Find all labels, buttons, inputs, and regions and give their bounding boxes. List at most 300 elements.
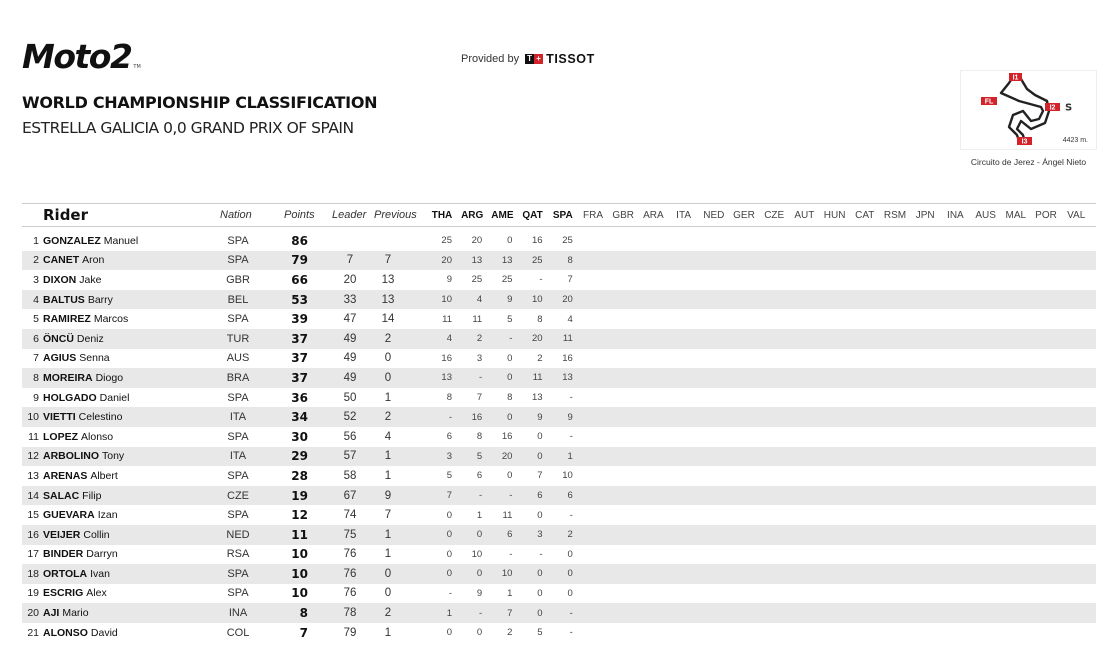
race-result-tha: 0 (446, 568, 452, 580)
race-result-spa: 0 (567, 587, 573, 599)
table-row[interactable] (22, 525, 1096, 545)
gap-to-previous: 14 (381, 313, 395, 326)
race-result-arg: 25 (471, 274, 483, 286)
header-race-spa: SPA (552, 209, 573, 221)
race-result-tha: 9 (446, 274, 452, 286)
race-result-spa: 9 (567, 411, 573, 423)
race-result-qat: 25 (532, 254, 543, 266)
rider-points: 66 (291, 272, 308, 287)
race-result-qat: 10 (532, 294, 543, 306)
race-result-arg: 0 (476, 568, 483, 580)
gap-to-previous: 0 (384, 352, 392, 365)
rider-name (43, 505, 118, 525)
svg-text:I2: I2 (1049, 104, 1056, 112)
race-result-spa: 16 (562, 352, 573, 364)
logo-trademark: TM (133, 64, 141, 70)
header-race-arg: ARG (461, 209, 484, 221)
event-subtitle: ESTRELLA GALICIA 0,0 GRAND PRIX OF SPAIN (22, 119, 354, 137)
header-previous: Previous (374, 209, 417, 221)
gap-to-previous: 9 (384, 489, 392, 502)
race-result-qat: 6 (537, 490, 543, 502)
rider-last-name: ORTOLA (43, 567, 88, 580)
rider-nation: SPA (227, 430, 249, 443)
gap-to-leader: 33 (343, 293, 357, 306)
gap-to-leader: 78 (343, 607, 357, 620)
race-result-ame: 20 (501, 450, 513, 462)
gap-to-leader: 57 (343, 450, 357, 463)
table-row[interactable] (22, 388, 1096, 408)
rider-position: 13 (27, 469, 39, 482)
table-header (22, 203, 1096, 227)
rider-name (43, 309, 128, 329)
table-row[interactable] (22, 447, 1096, 467)
rider-first-name: Diogo (95, 371, 124, 384)
gap-to-leader: 7 (346, 254, 354, 267)
rider-points: 12 (291, 508, 308, 523)
gap-to-previous: 1 (384, 391, 392, 404)
race-result-ame: 0 (507, 470, 513, 482)
rider-position: 5 (33, 313, 39, 326)
rider-last-name: BALTUS (43, 293, 85, 306)
gap-to-leader (338, 231, 362, 251)
rider-last-name: ARBOLINO (43, 450, 99, 463)
header-race-ger: GER (733, 209, 755, 221)
rider-last-name: RAMIREZ (43, 313, 91, 326)
gap-to-previous: 0 (384, 371, 392, 384)
circuit-map (960, 70, 1097, 150)
race-result-ame: - (509, 333, 513, 345)
race-result-arg: 9 (476, 587, 483, 599)
race-result-ame: 11 (502, 509, 513, 521)
rider-first-name: Mario (62, 607, 89, 620)
table-row[interactable] (22, 290, 1096, 310)
race-result-arg: 16 (471, 411, 483, 423)
header-rider: Rider (43, 206, 88, 224)
rider-position: 7 (33, 352, 39, 365)
rider-points: 29 (291, 449, 308, 464)
rider-first-name: Daniel (99, 391, 130, 404)
gap-to-leader: 76 (343, 567, 357, 580)
gap-to-previous: 2 (384, 332, 392, 345)
rider-last-name: GUEVARA (43, 509, 95, 522)
rider-position: 20 (27, 607, 39, 620)
race-result-spa: 4 (567, 313, 573, 325)
rider-points: 37 (291, 331, 308, 346)
rider-name (43, 466, 118, 486)
gap-to-previous: 2 (384, 607, 392, 620)
race-result-spa: - (569, 607, 573, 619)
race-result-ame: 5 (507, 313, 513, 325)
rider-points: 37 (291, 351, 308, 366)
race-result-ame: - (509, 490, 513, 502)
race-result-arg: 3 (476, 352, 483, 364)
gap-to-leader: 74 (343, 509, 357, 522)
rider-last-name: GONZALEZ (43, 234, 101, 247)
rider-points: 79 (291, 253, 308, 268)
rider-name (43, 388, 129, 408)
race-result-qat: 13 (532, 392, 543, 404)
table-row[interactable] (22, 584, 1096, 604)
race-result-qat: 3 (537, 529, 543, 541)
rider-nation: RSA (226, 548, 250, 561)
rider-last-name: ÖNCÜ (43, 332, 74, 345)
race-result-ame: 2 (507, 627, 513, 639)
rider-nation: SPA (227, 391, 249, 404)
race-result-spa: 20 (562, 294, 573, 306)
svg-text:I3: I3 (1021, 138, 1028, 146)
rider-last-name: ALONSO (43, 626, 88, 639)
race-result-tha: 13 (441, 372, 452, 384)
gap-to-leader: 20 (343, 273, 357, 286)
rider-position: 6 (33, 332, 39, 345)
rider-position: 12 (27, 450, 39, 463)
race-result-arg: 0 (476, 627, 483, 639)
race-result-spa: 10 (562, 470, 573, 482)
rider-points: 10 (291, 566, 308, 581)
gap-to-leader: 56 (343, 430, 357, 443)
rider-position: 10 (27, 411, 39, 424)
table-row[interactable] (22, 564, 1096, 584)
header-race-ara: ARA (643, 209, 664, 221)
race-result-ame: - (509, 548, 513, 560)
rider-points: 10 (291, 586, 308, 601)
rider-nation: SPA (227, 254, 249, 267)
header-race-ame: AME (491, 209, 514, 221)
race-result-qat: 0 (537, 431, 543, 443)
rider-first-name: Alonso (81, 430, 114, 443)
rider-last-name: LOPEZ (43, 430, 79, 443)
gap-to-leader: 52 (343, 411, 357, 424)
race-result-qat: 9 (537, 411, 543, 423)
rider-first-name: Aron (82, 254, 105, 267)
rider-first-name: Filip (82, 489, 102, 502)
race-result-spa: 11 (562, 333, 573, 345)
gap-to-leader: 49 (343, 332, 357, 345)
race-result-tha: 7 (446, 490, 452, 502)
race-result-qat: 8 (537, 313, 543, 325)
rider-first-name: David (90, 626, 118, 639)
table-row[interactable] (22, 368, 1096, 388)
rider-nation: BRA (226, 371, 250, 384)
race-result-spa: - (569, 627, 573, 639)
race-result-qat: 0 (537, 607, 543, 619)
rider-name (43, 407, 122, 427)
rider-position: 3 (33, 273, 39, 286)
race-result-ame: 0 (507, 411, 513, 423)
race-result-ame: 7 (507, 607, 513, 619)
race-result-qat: 2 (537, 352, 543, 364)
gap-to-previous: 13 (381, 273, 395, 286)
race-result-tha: 25 (441, 235, 452, 247)
table-row[interactable] (22, 623, 1096, 643)
rider-nation: AUS (226, 352, 250, 365)
rider-nation: SPA (227, 469, 249, 482)
race-result-qat: - (539, 548, 543, 560)
race-result-tha: 16 (441, 352, 452, 364)
rider-points: 34 (291, 410, 308, 425)
rider-points: 36 (291, 390, 308, 405)
gap-to-leader: 75 (343, 528, 357, 541)
gap-to-previous: 1 (384, 528, 392, 541)
rider-last-name: DIXON (43, 273, 77, 286)
race-result-arg: 5 (476, 450, 483, 462)
rider-name (43, 603, 89, 623)
race-result-spa: 7 (567, 274, 573, 286)
header-race-ita: ITA (676, 209, 691, 221)
table-row[interactable] (22, 466, 1096, 486)
header-points: Points (284, 209, 315, 221)
table-row[interactable] (22, 231, 1096, 251)
table-row[interactable] (22, 545, 1096, 565)
rider-position: 2 (33, 254, 39, 267)
rider-first-name: Izan (97, 509, 118, 522)
rider-position: 4 (33, 293, 39, 306)
rider-position: 15 (27, 509, 39, 522)
gap-to-previous: 7 (384, 509, 392, 522)
gap-to-previous: 13 (381, 293, 395, 306)
rider-position: 19 (27, 587, 39, 600)
rider-first-name: Ivan (90, 567, 110, 580)
rider-position: 1 (33, 234, 39, 247)
page-title: WORLD CHAMPIONSHIP CLASSIFICATION (22, 93, 378, 112)
race-result-tha: 4 (446, 333, 452, 345)
header-race-val: VAL (1067, 209, 1086, 221)
gap-to-previous: 1 (384, 469, 392, 482)
table-row[interactable] (22, 349, 1096, 369)
circuit-name: Circuito de Jerez - Ángel Nieto (970, 157, 1087, 167)
race-result-ame: 25 (501, 274, 513, 286)
race-result-spa: 6 (567, 490, 573, 502)
race-result-tha: - (448, 411, 452, 423)
rider-name (43, 584, 107, 604)
header-race-aus: AUS (975, 209, 996, 221)
table-row[interactable] (22, 407, 1096, 427)
race-result-qat: 20 (532, 333, 543, 345)
race-result-ame: 16 (501, 431, 513, 443)
table-body (22, 231, 1096, 642)
rider-name (43, 427, 113, 447)
table-row[interactable] (22, 603, 1096, 623)
race-result-spa: 0 (567, 548, 573, 560)
race-result-qat: 11 (532, 372, 543, 384)
race-result-ame: 0 (507, 372, 513, 384)
rider-points: 28 (291, 468, 308, 483)
table-row[interactable] (22, 251, 1096, 271)
table-row[interactable] (22, 309, 1096, 329)
race-result-tha: 11 (442, 313, 452, 325)
race-result-arg: 0 (476, 529, 483, 541)
rider-position: 14 (27, 489, 39, 502)
race-result-tha: 10 (441, 294, 452, 306)
table-row[interactable] (22, 427, 1096, 447)
gap-to-previous: 1 (384, 626, 392, 639)
table-row[interactable] (22, 486, 1096, 506)
race-result-ame: 10 (501, 568, 513, 580)
race-result-spa: 0 (567, 568, 573, 580)
table-row[interactable] (22, 505, 1096, 525)
rider-nation: SPA (227, 587, 249, 600)
rider-last-name: HOLGADO (43, 391, 97, 404)
gap-to-previous: 1 (384, 548, 392, 561)
race-result-tha: 3 (446, 450, 452, 462)
header-nation: Nation (220, 209, 252, 221)
standings-table (22, 203, 1096, 642)
race-result-tha: 6 (446, 431, 452, 443)
gap-to-leader: 79 (343, 626, 357, 639)
rider-last-name: MOREIRA (43, 371, 93, 384)
svg-text:FL: FL (984, 98, 994, 106)
race-result-ame: 9 (507, 294, 513, 306)
rider-last-name: VIETTI (43, 411, 76, 424)
gap-to-leader: 50 (343, 391, 357, 404)
race-result-arg: 6 (476, 470, 483, 482)
header-race-fra: FRA (583, 209, 603, 221)
race-result-arg: 11 (472, 313, 483, 325)
gap-to-leader: 76 (343, 548, 357, 561)
race-result-spa: 13 (562, 372, 573, 384)
rider-position: 21 (27, 626, 39, 639)
race-result-ame: 0 (507, 352, 513, 364)
rider-last-name: VEIJER (43, 528, 81, 541)
sponsor-credit (461, 52, 595, 66)
race-result-ame: 8 (507, 392, 513, 404)
rider-name (43, 231, 138, 251)
rider-name (43, 251, 104, 271)
rider-first-name: Albert (90, 469, 118, 482)
rider-last-name: AGIUS (43, 352, 77, 365)
gap-to-leader: 76 (343, 587, 357, 600)
race-result-ame: 13 (501, 254, 513, 266)
race-result-arg: 13 (471, 254, 483, 266)
rider-name (43, 368, 123, 388)
header-race-hun: HUN (823, 209, 846, 221)
rider-nation: INA (228, 607, 248, 620)
race-result-qat: - (539, 274, 543, 286)
rider-last-name: CANET (43, 254, 80, 267)
rider-name (43, 270, 101, 290)
table-row[interactable] (22, 270, 1096, 290)
rider-nation: SPA (227, 567, 249, 580)
race-result-arg: 1 (476, 509, 483, 521)
rider-points: 11 (291, 527, 308, 542)
gap-to-previous: 1 (384, 450, 392, 463)
rider-points: 7 (299, 625, 308, 640)
rider-first-name: Alex (86, 587, 107, 600)
rider-name (43, 349, 110, 369)
moto2-logo (22, 37, 141, 76)
rider-position: 17 (27, 548, 39, 561)
rider-position: 9 (33, 391, 39, 404)
rider-nation: ITA (229, 450, 247, 463)
header-race-ina: INA (947, 209, 964, 221)
race-result-spa: - (569, 392, 573, 404)
rider-points: 8 (299, 606, 308, 621)
rider-first-name: Collin (83, 528, 110, 541)
header-race-jpn: JPN (915, 209, 935, 221)
gap-to-leader: 58 (343, 469, 357, 482)
rider-first-name: Senna (79, 352, 110, 365)
race-result-tha: 5 (446, 470, 452, 482)
rider-nation: COL (226, 626, 250, 639)
svg-text:I1: I1 (1012, 74, 1019, 82)
race-result-tha: 0 (446, 627, 452, 639)
table-row[interactable] (22, 329, 1096, 349)
race-result-arg: 7 (476, 392, 483, 404)
race-result-tha: - (448, 587, 452, 599)
rider-points: 53 (291, 292, 308, 307)
header-leader: Leader (332, 209, 367, 221)
race-result-tha: 0 (446, 548, 452, 560)
rider-name (43, 290, 113, 310)
race-result-spa: - (569, 431, 573, 443)
gap-to-previous: 7 (384, 254, 392, 267)
race-result-qat: 0 (537, 568, 543, 580)
rider-name (43, 525, 110, 545)
gap-to-leader: 67 (343, 489, 357, 502)
rider-first-name: Tony (102, 450, 125, 463)
rider-position: 8 (33, 371, 39, 384)
gap-to-leader: 49 (343, 352, 357, 365)
gap-to-previous: 0 (384, 587, 392, 600)
gap-to-leader: 49 (343, 371, 357, 384)
race-result-spa: 2 (567, 529, 573, 541)
rider-first-name: Manuel (103, 234, 139, 247)
rider-points: 37 (291, 370, 308, 385)
race-result-tha: 0 (446, 529, 452, 541)
rider-first-name: Marcos (93, 313, 129, 326)
rider-first-name: Barry (87, 293, 113, 306)
race-result-spa: 1 (567, 450, 573, 462)
header-race-aut: AUT (794, 209, 815, 221)
race-result-qat: 0 (537, 450, 543, 462)
header-race-ned: NED (703, 209, 725, 221)
race-result-arg: 2 (476, 333, 483, 345)
race-result-qat: 7 (537, 470, 543, 482)
svg-text:S: S (1065, 102, 1073, 114)
rider-nation: SPA (227, 509, 249, 522)
rider-last-name: SALAC (43, 489, 80, 502)
race-result-qat: 5 (537, 627, 543, 639)
rider-nation: SPA (227, 234, 249, 247)
rider-name (43, 545, 118, 565)
race-result-arg: - (479, 490, 483, 502)
race-result-arg: 8 (476, 431, 483, 443)
circuit-length: 4423 m. (1062, 137, 1088, 144)
race-result-tha: 20 (441, 254, 452, 266)
logo-text: Moto2 (22, 37, 132, 76)
race-result-spa: 25 (562, 235, 573, 247)
header-race-gbr: GBR (612, 209, 635, 221)
rider-points: 19 (291, 488, 308, 503)
rider-nation: SPA (227, 313, 249, 326)
rider-position: 11 (28, 430, 39, 443)
rider-position: 18 (27, 567, 39, 580)
race-result-arg: - (479, 607, 483, 619)
rider-points: 30 (291, 429, 308, 444)
rider-name (43, 486, 101, 506)
race-result-qat: 16 (532, 235, 543, 247)
rider-nation: BEL (227, 293, 249, 306)
gap-to-previous: 0 (384, 567, 392, 580)
race-result-arg: 4 (476, 294, 483, 306)
header-race-tha: THA (431, 209, 453, 221)
race-result-arg: 20 (471, 235, 483, 247)
header-race-qat: QAT (522, 209, 543, 221)
header-race-rsm: RSM (883, 209, 907, 221)
rider-last-name: AJI (43, 607, 60, 620)
rider-last-name: ARENAS (43, 469, 88, 482)
rider-nation: TUR (226, 332, 250, 345)
